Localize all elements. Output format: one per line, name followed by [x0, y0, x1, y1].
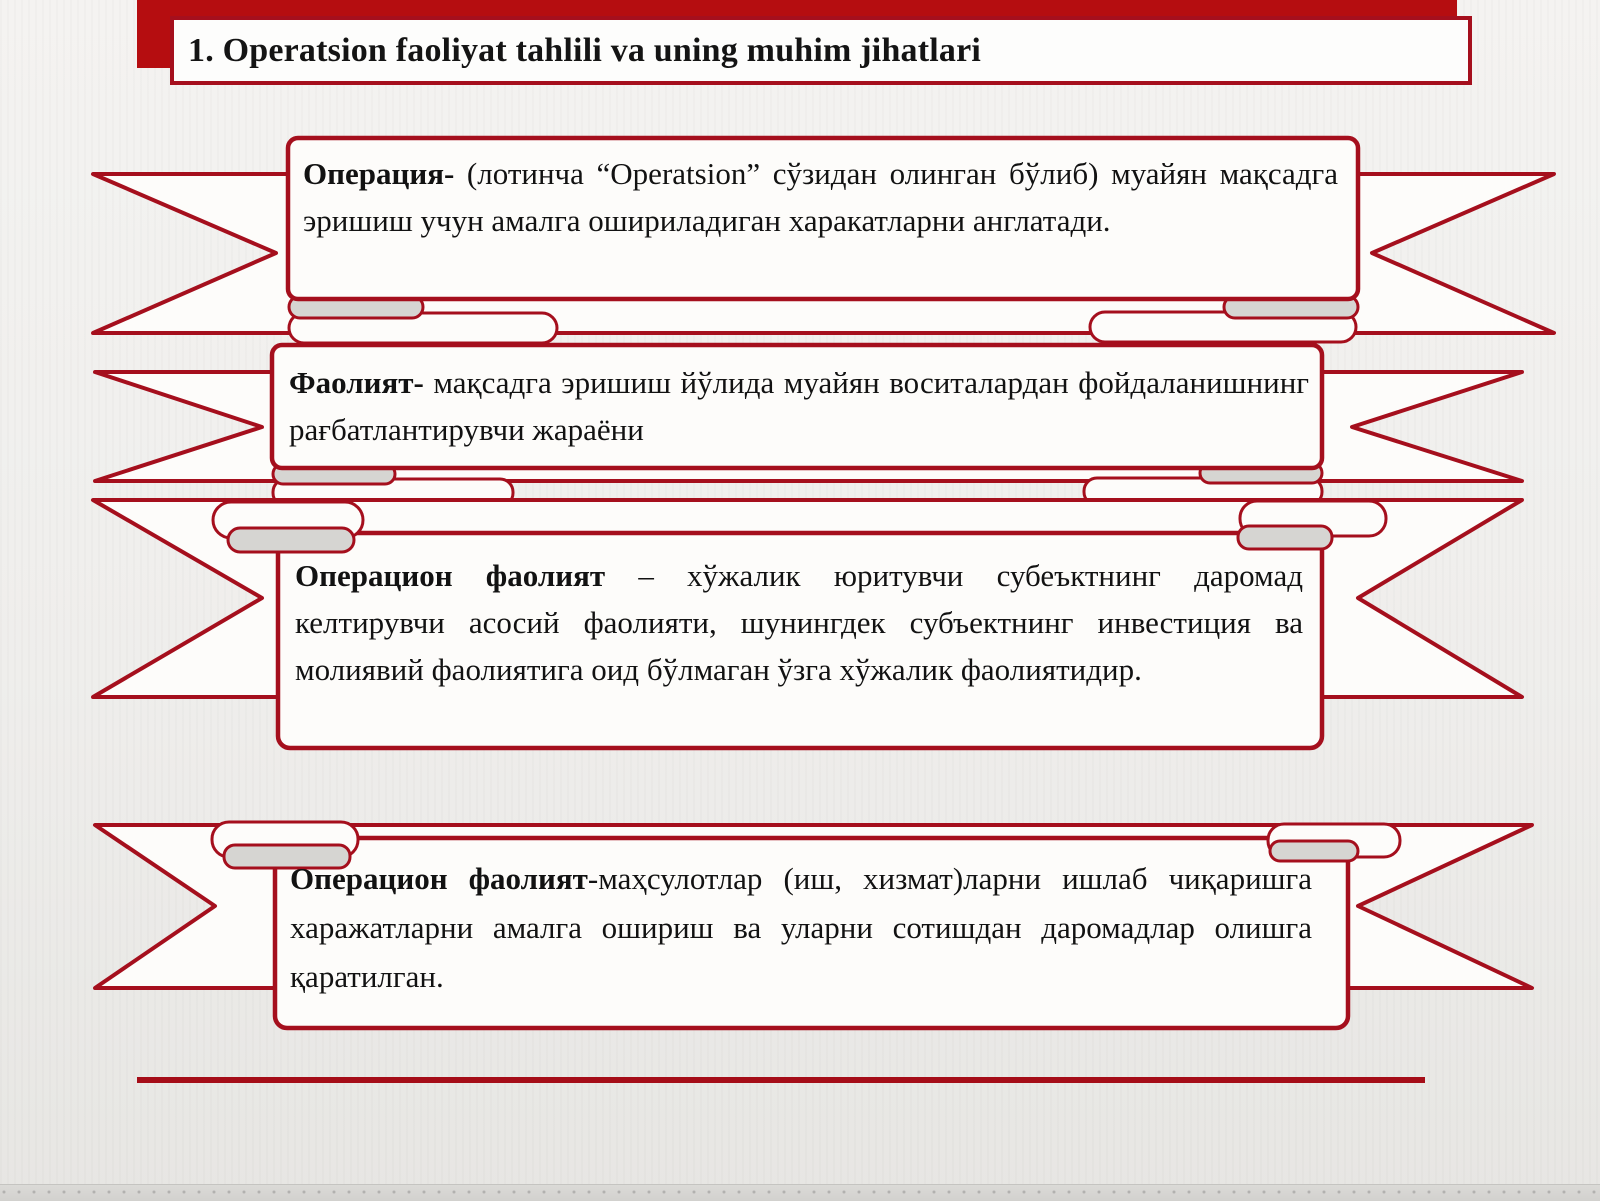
bottom-divider-line [137, 1077, 1425, 1083]
ribbon-3-left-curl-roll [228, 528, 354, 552]
banner-lead: Операцион фаолият [290, 861, 588, 896]
banner-lead: Фаолият- [289, 365, 424, 400]
slide-title: 1. Operatsion faoliyat tahlili va uning muhim jihatlari [188, 31, 982, 69]
banner-body: -маҳсулотлар (иш, хизмат)ларни ишлаб чиқаришга харажатларни амалга ошириш ва уларни сотишдан даромадлар олишга қаратилган. [290, 861, 1313, 994]
banner-text-faoliyat [289, 359, 1309, 453]
banner-text-operatsion-faoliyat-2 [290, 854, 1312, 1001]
title-box [170, 16, 1472, 85]
banner-body: мақсадга эришиш йўлида муайян воситалардан фойдаланишнинг рағбатлантирувчи жараёни [289, 365, 1309, 447]
banner-lead: Операция- [303, 156, 455, 191]
banner-lead: Операцион фаолият [295, 558, 606, 593]
ribbon-3-right-curl-roll [1238, 526, 1332, 549]
banner-body: – хўжалик юритувчи субеъктнинг даромад келтирувчи асосий фаолияти, шунингдек субъектнинг инвестиция ва молиявий фаолиятига оид бўлмаган ўзга хўжалик фаолиятидир. [295, 558, 1303, 687]
banner-body: (лотинча “Operatsion” сўзидан олинган бўлиб) муайян мақсадга эришиш учун амалга ошириладиган харакатларни англатади. [303, 156, 1338, 238]
bottom-texture-strip [0, 1184, 1600, 1201]
banner-text-operatsion-faoliyat-1 [295, 552, 1303, 693]
banner-text-operatsiya [303, 150, 1338, 244]
